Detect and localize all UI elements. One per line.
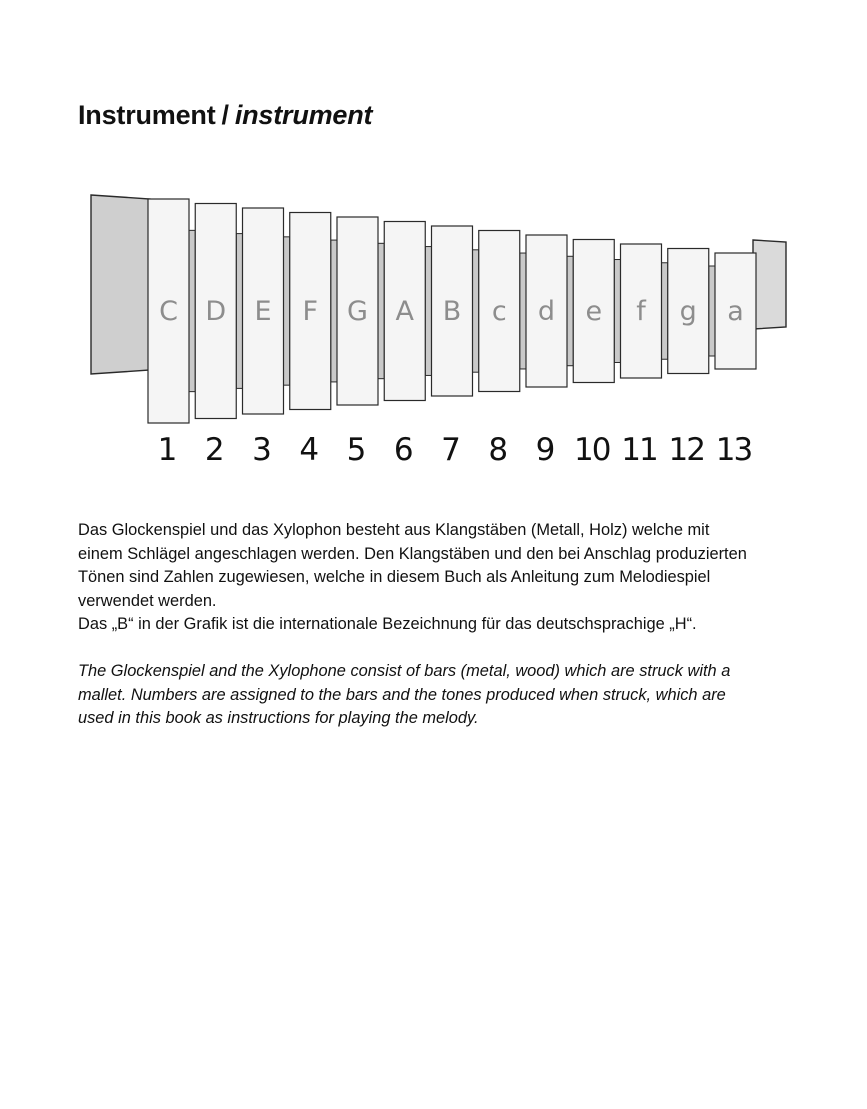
frame-gap xyxy=(473,250,479,372)
bar-number: 11 xyxy=(621,432,657,468)
bar-number: 13 xyxy=(715,432,752,468)
bar-number: 1 xyxy=(157,432,176,468)
german-line-2: einem Schlägel angeschlagen werden. Den Klangstäben und den bei Anschlag produzierten xyxy=(78,544,747,563)
frame-gap xyxy=(614,260,620,363)
english-line-3: used in this book as instructions for playing the melody. xyxy=(78,709,479,728)
english-line-2: mallet. Numbers are assigned to the bars and the tones produced when struck, which are xyxy=(78,685,726,704)
glockenspiel-illustration xyxy=(0,160,867,480)
bar-number: 2 xyxy=(204,432,223,468)
bar-note-label: A xyxy=(395,296,414,327)
bar-note-label: f xyxy=(636,296,646,327)
english-line-1: The Glockenspiel and the Xylophone consist of bars (metal, wood) which are struck with a xyxy=(78,661,731,680)
bar-note-label: e xyxy=(585,296,603,327)
bar-note-label: c xyxy=(491,296,507,327)
bar-number: 12 xyxy=(668,432,704,468)
frame-gap xyxy=(284,237,290,385)
german-line-4: verwendet werden. xyxy=(78,591,217,610)
bar-numbers-group xyxy=(158,432,752,468)
frame-gap xyxy=(567,256,573,365)
german-line-3: Tönen sind Zahlen zugewiesen, welche in diesem Buch als Anleitung zum Melodiespiel xyxy=(78,568,711,587)
german-line-1: Das Glockenspiel und das Xylophon besteht aus Klangstäben (Metall, Holz) welche mit xyxy=(78,521,710,539)
bar-note-label: a xyxy=(727,296,744,327)
page-title xyxy=(78,100,372,131)
frame-gap xyxy=(331,240,337,382)
frame-gap xyxy=(709,266,715,356)
title-german: Instrument xyxy=(78,100,216,130)
bar-number: 5 xyxy=(346,432,365,468)
frame-gap xyxy=(425,247,431,376)
bar-note-label: d xyxy=(537,296,556,327)
bar-note-label: D xyxy=(205,296,227,327)
bar-note-label: E xyxy=(254,296,272,327)
bar-note-label: B xyxy=(442,296,462,327)
bar-number: 3 xyxy=(252,432,270,468)
bar-number: 7 xyxy=(441,432,459,468)
frame-gap xyxy=(189,230,195,391)
bar-number: 8 xyxy=(488,432,507,468)
bar-number: 9 xyxy=(535,432,554,468)
description xyxy=(78,519,808,731)
german-description xyxy=(78,519,808,637)
bar-number: 10 xyxy=(574,432,610,468)
frame-right-end xyxy=(753,240,786,329)
frame-left-end xyxy=(91,195,150,374)
frame-gap xyxy=(378,243,384,378)
title-separator: / xyxy=(221,100,229,130)
bar-note-label: g xyxy=(679,296,697,327)
bar-number: 6 xyxy=(393,432,412,468)
title-english: instrument xyxy=(234,100,373,130)
frame-gap xyxy=(236,234,242,389)
bar-note-label: F xyxy=(302,296,319,327)
glockenspiel-diagram xyxy=(0,160,867,480)
frame-gap xyxy=(662,263,668,359)
frame-gap xyxy=(520,253,526,369)
german-line-5: Das „B“ in der Grafik ist die internationale Bezeichnung für das deutschsprachige „H“. xyxy=(78,615,697,634)
bar-number: 4 xyxy=(299,432,318,468)
bar-note-label: G xyxy=(347,296,368,327)
bar-note-label: C xyxy=(159,296,178,327)
paragraph-gap xyxy=(78,637,808,660)
english-description xyxy=(78,660,808,731)
